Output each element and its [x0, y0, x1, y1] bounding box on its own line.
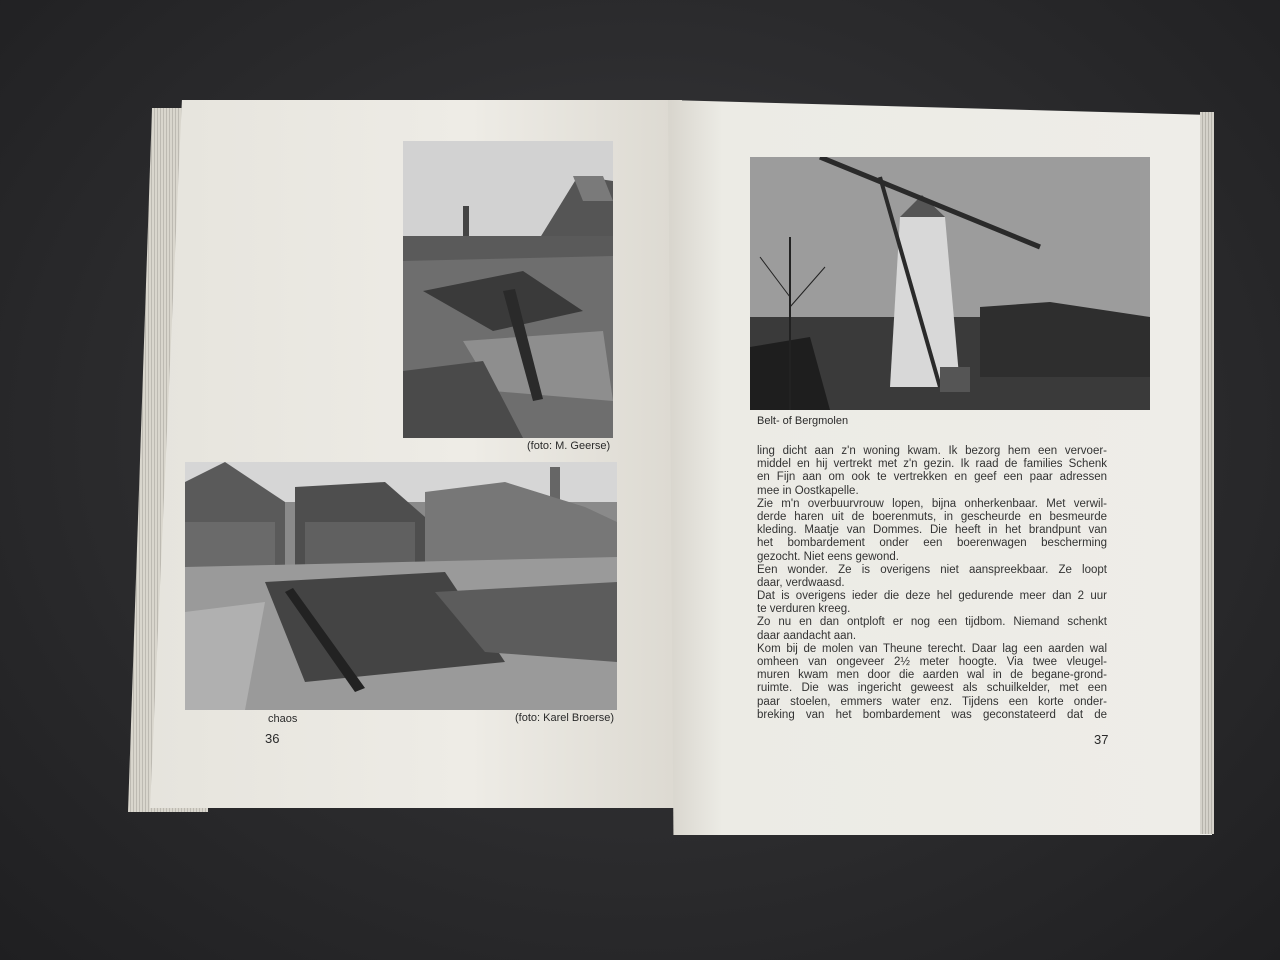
text-line: ruimte. Die was ingericht geweest als schuilkelder, met een — [757, 682, 1107, 695]
text-line: breking van het bombardement was geconstateerd dat de — [757, 708, 1107, 721]
page-edges-right — [1200, 112, 1214, 834]
text-line: gezocht. Niet eens gewond. — [757, 550, 899, 563]
photo-windmill — [750, 157, 1150, 410]
photo2-title: chaos — [268, 713, 298, 725]
text-line: Zo nu en dan ontploft er nog een tijdbom. Niemand schenkt — [757, 616, 1107, 629]
text-line: Een wonder. Ze is overigens niet aanspreekbaar. Ze loopt — [757, 563, 1107, 576]
text-line: het bombardement onder een boerenwagen bescherming — [757, 537, 1107, 550]
page-number-left: 36 — [265, 731, 280, 746]
text-line: ling dicht aan z'n woning kwam. Ik bezorg hem een vervoer- — [757, 445, 1107, 457]
text-line: en Fijn aan om ook te vertrekken en geef een paar adressen — [757, 471, 1107, 484]
page-number-right: 37 — [1094, 732, 1109, 747]
text-line: daar, verdwaasd. — [757, 576, 845, 589]
text-line: paar stoelen, emmers water enz. Tijdens een korte onder- — [757, 695, 1107, 708]
photo2-caption: (foto: Karel Broerse) — [515, 712, 615, 724]
text-line: Dat is overigens ieder die deze hel gedurende meer dan 2 uur — [757, 590, 1107, 603]
text-line: Zie m'n overbuurvrouw lopen, bijna onherkenbaar. Met verwil- — [757, 497, 1107, 510]
text-line: derde haren uit de boerenmuts, in gescheurde en besmeurde — [757, 510, 1107, 523]
body-text — [757, 445, 1107, 722]
photo-ruined-farmhouse — [403, 141, 613, 438]
text-line: kleding. Maatje van Dommes. Die heeft in het brandpunt van — [757, 524, 1107, 537]
text-line: mee in Oostkapelle. — [757, 484, 859, 497]
text-line: daar aandacht aan. — [757, 629, 857, 642]
text-line: Kom bij de molen van Theune terecht. Daar lag een aarden wal — [757, 642, 1107, 655]
text-line: middel en hij vertrekt met z'n gezin. Ik raad de families Schenk — [757, 458, 1107, 471]
photo-destroyed-houses — [185, 462, 617, 710]
text-line: muren kwam men door die aarden wal in de begane-grond- — [757, 669, 1107, 682]
windmill-caption: Belt- of Bergmolen — [757, 415, 849, 427]
text-line: omheen van ongeveer 2½ meter hoogte. Via twee vleugel- — [757, 656, 1107, 668]
text-line: te verduren kreeg. — [757, 603, 851, 616]
photo1-caption: (foto: M. Geerse) — [527, 440, 611, 452]
